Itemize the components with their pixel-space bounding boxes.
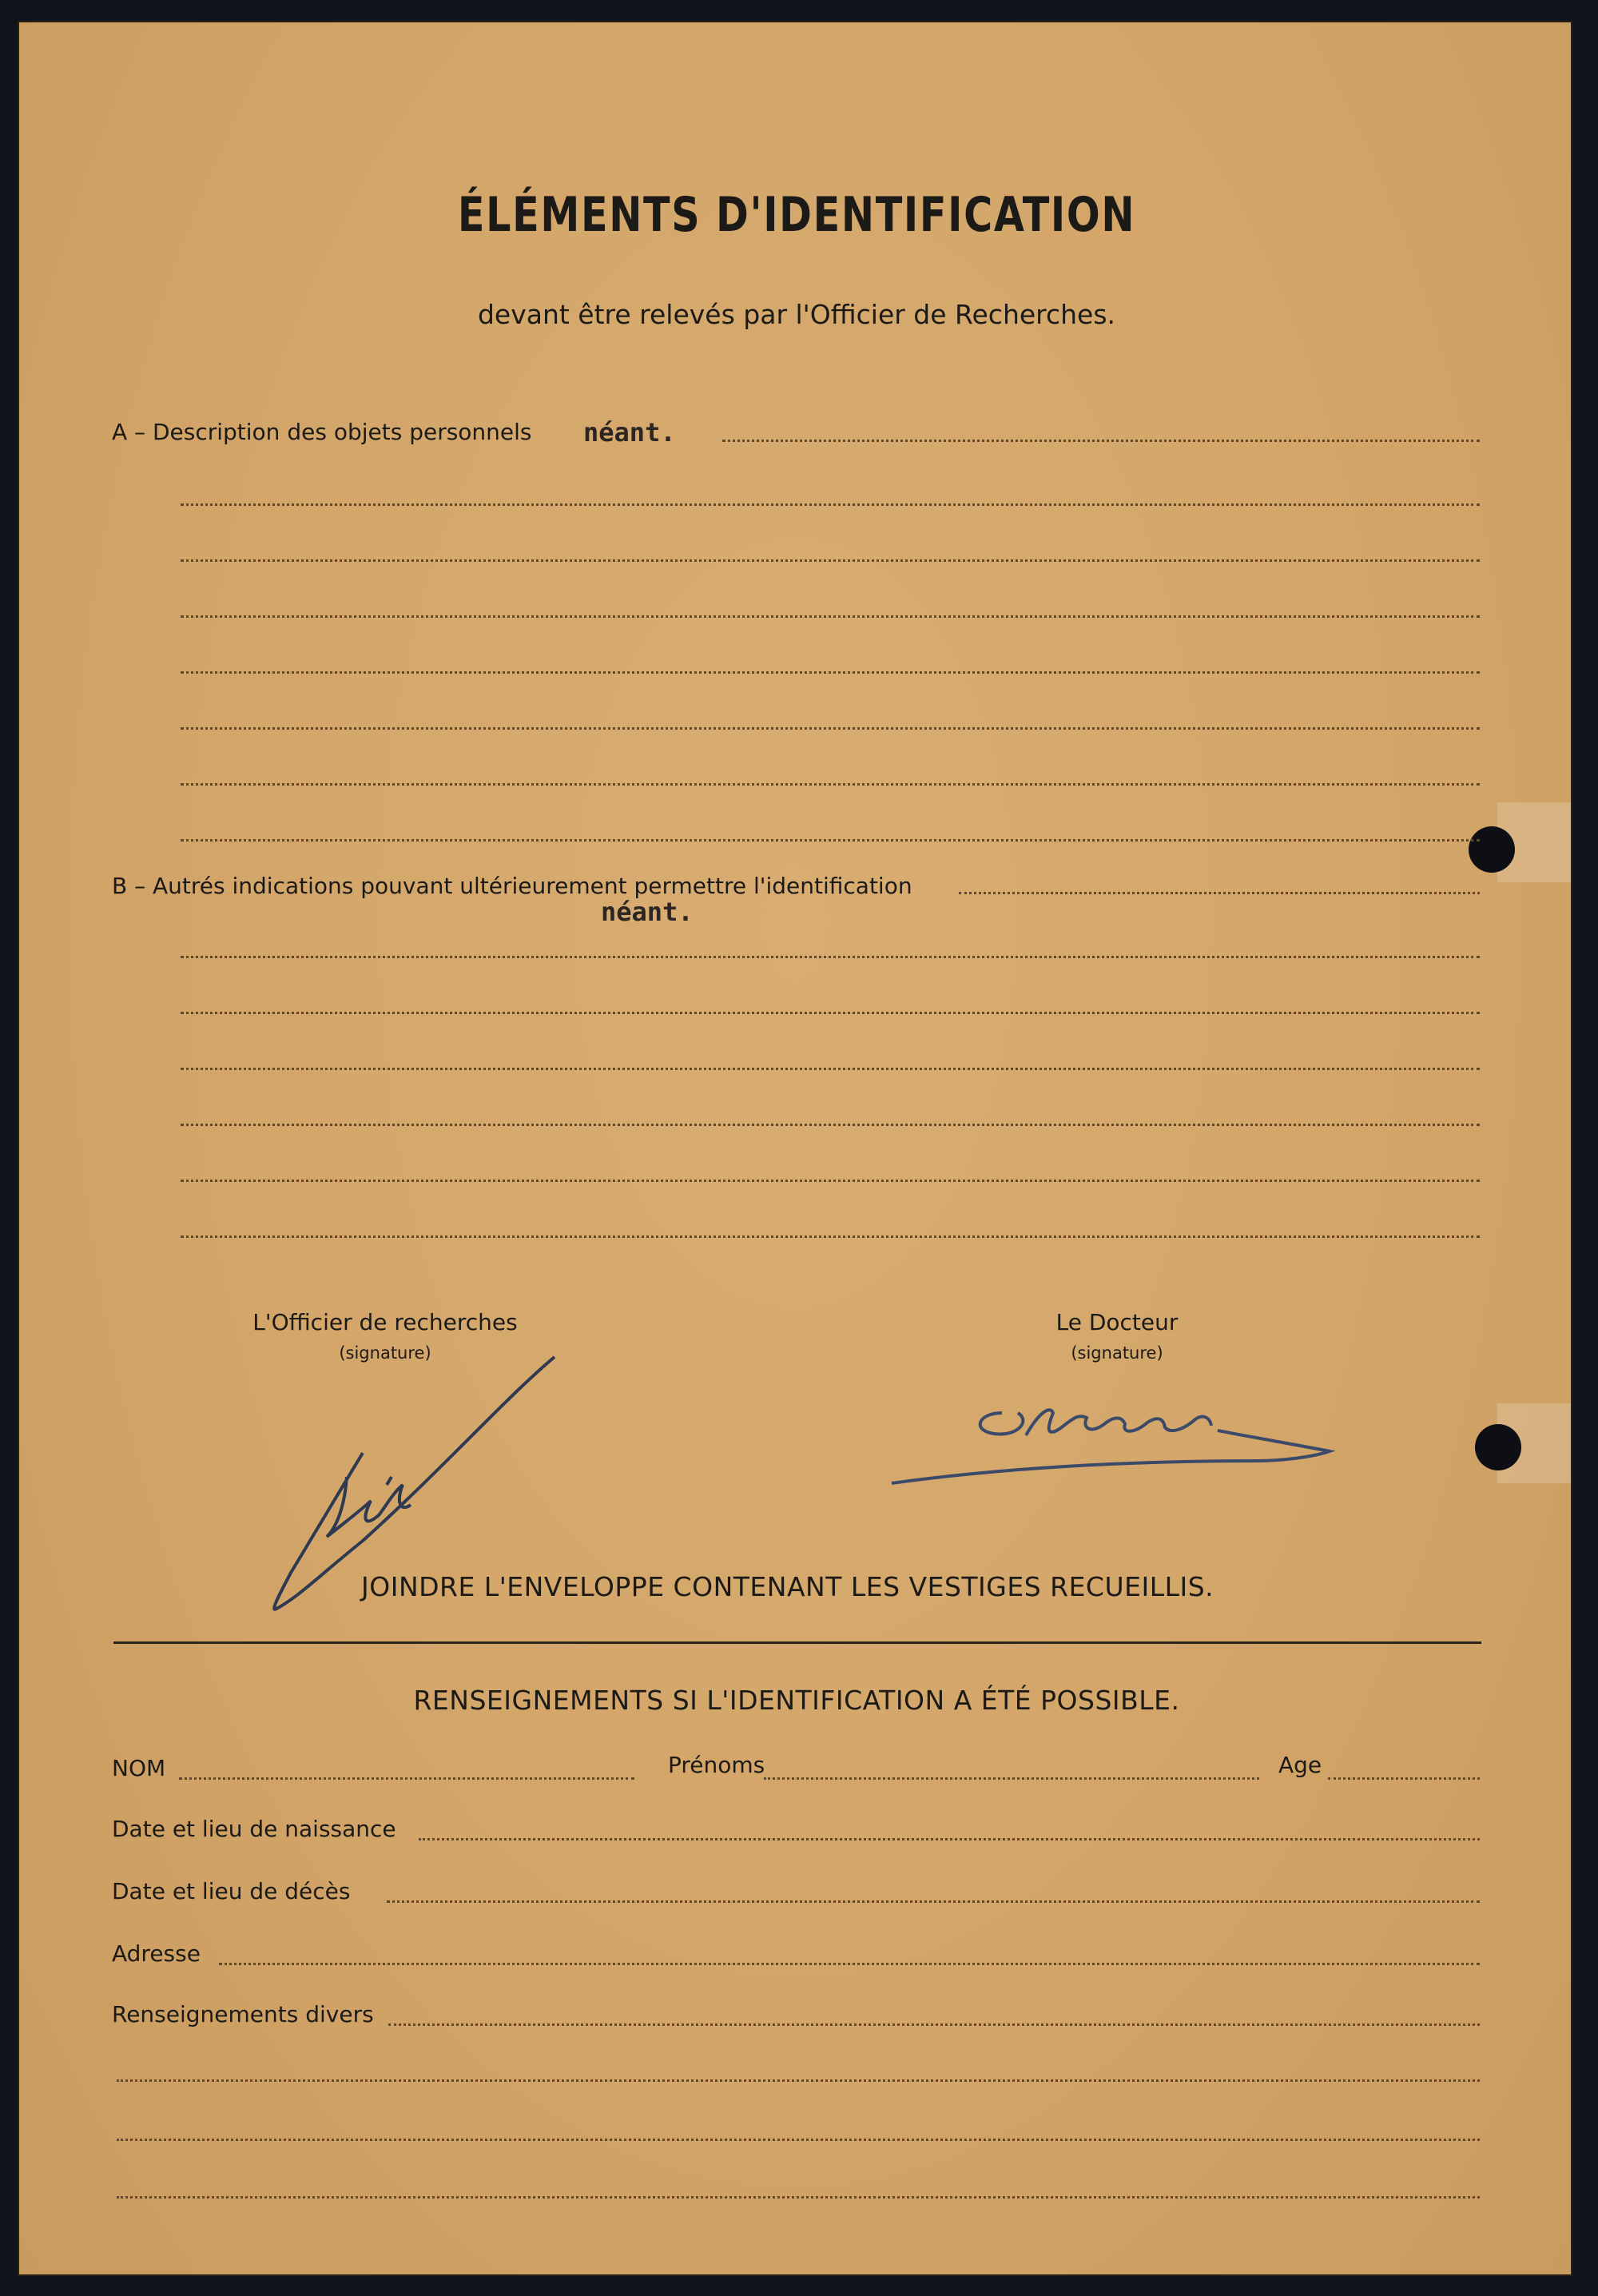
nom-field[interactable] bbox=[179, 1777, 634, 1780]
identification-heading: RENSEIGNEMENTS SI L'IDENTIFICATION A ÉTÉ POSSIBLE. bbox=[413, 1685, 1180, 1716]
officer-signature-caption: (signature) bbox=[339, 1343, 431, 1363]
section-a-line bbox=[181, 727, 1480, 730]
section-b-line bbox=[959, 892, 1480, 894]
divers-field[interactable] bbox=[388, 2023, 1480, 2026]
doctor-handwritten-signature bbox=[882, 1381, 1361, 1493]
prenoms-field[interactable] bbox=[764, 1777, 1259, 1780]
adresse-label: Adresse bbox=[112, 1940, 201, 1967]
section-b-line bbox=[181, 1124, 1480, 1126]
divers-field-line[interactable] bbox=[117, 2139, 1480, 2141]
section-a-line bbox=[181, 783, 1480, 786]
age-label: Age bbox=[1278, 1752, 1322, 1778]
section-divider bbox=[113, 1641, 1481, 1644]
divers-field-line[interactable] bbox=[117, 2196, 1480, 2199]
form-title: ÉLÉMENTS D'IDENTIFICATION bbox=[457, 187, 1136, 243]
doctor-signature-title: Le Docteur bbox=[1055, 1309, 1179, 1335]
age-field[interactable] bbox=[1328, 1777, 1480, 1780]
doctor-signature-block bbox=[957, 1309, 1277, 1363]
form-subtitle: devant être relevés par l'Officier de Recherches. bbox=[477, 299, 1116, 330]
section-b-line bbox=[181, 1180, 1480, 1182]
naissance-field[interactable] bbox=[419, 1838, 1480, 1840]
nom-label: NOM bbox=[112, 1755, 166, 1781]
envelope-notice: JOINDRE L'ENVELOPPE CONTENANT LES VESTIGES RECUEILLIS. bbox=[361, 1571, 1214, 1602]
section-a-line bbox=[722, 440, 1480, 442]
section-a-label: A – Description des objets personnels bbox=[112, 419, 532, 445]
section-b-line bbox=[181, 956, 1480, 958]
section-b-typed-value: néant. bbox=[601, 897, 694, 927]
naissance-label: Date et lieu de naissance bbox=[112, 1816, 396, 1842]
deces-label: Date et lieu de décès bbox=[112, 1878, 351, 1904]
divers-field-line[interactable] bbox=[117, 2079, 1480, 2082]
doctor-signature-caption: (signature) bbox=[1071, 1343, 1163, 1363]
section-a-line bbox=[181, 839, 1480, 842]
section-a-line bbox=[181, 503, 1480, 506]
section-a-line bbox=[181, 559, 1480, 562]
section-a-line bbox=[181, 671, 1480, 674]
section-b-line bbox=[181, 1068, 1480, 1070]
adresse-field[interactable] bbox=[219, 1963, 1480, 1965]
divers-label: Renseignements divers bbox=[112, 2001, 374, 2027]
punch-hole-icon bbox=[1475, 1424, 1521, 1470]
section-b-line bbox=[181, 1236, 1480, 1238]
section-a-typed-value: néant. bbox=[583, 417, 676, 448]
officer-signature-title: L'Officier de recherches bbox=[252, 1309, 518, 1335]
punch-hole-icon bbox=[1469, 826, 1515, 873]
prenoms-label: Prénoms bbox=[668, 1752, 765, 1778]
section-b-label: B – Autrés indications pouvant ultérieurement permettre l'identification bbox=[112, 873, 912, 899]
section-a-line bbox=[181, 615, 1480, 618]
identification-form-sheet bbox=[18, 21, 1572, 2276]
deces-field[interactable] bbox=[387, 1900, 1480, 1903]
section-b-line bbox=[181, 1012, 1480, 1014]
